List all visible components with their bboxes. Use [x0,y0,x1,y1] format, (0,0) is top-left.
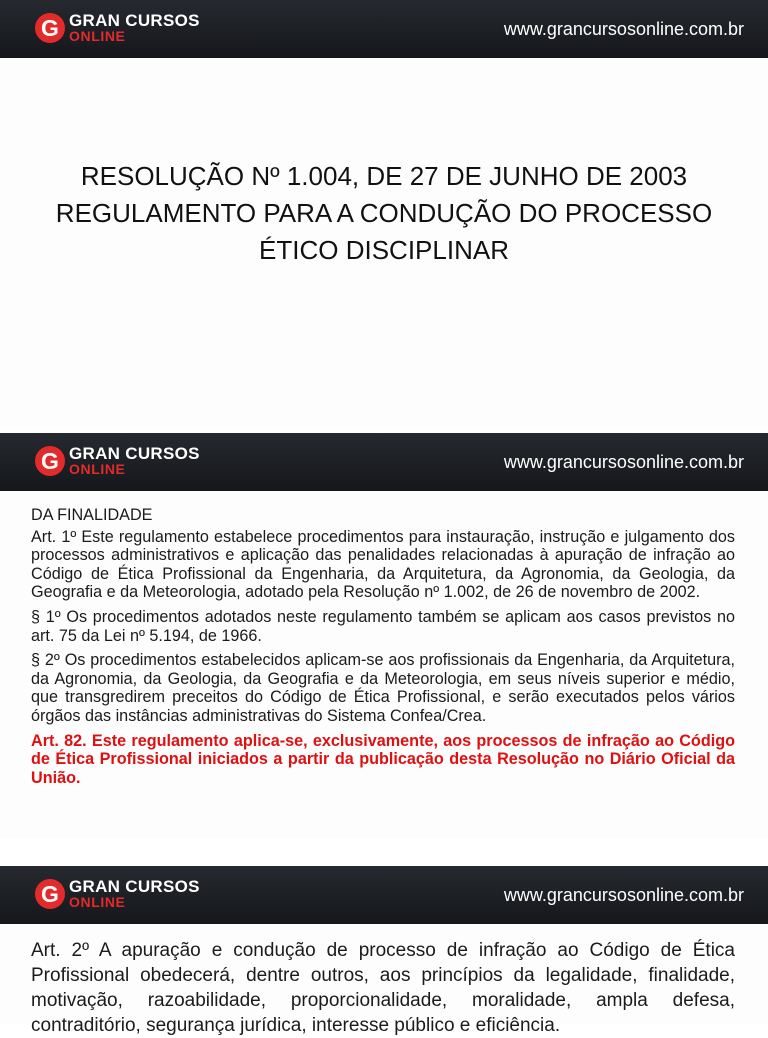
site-url: www.grancursosonline.com.br [503,885,744,905]
logo-text-bottom: ONLINE [69,894,126,910]
title-line-1: RESOLUÇÃO Nº 1.004, DE 27 DE JUNHO DE 2003 [80,161,688,191]
gran-cursos-logo [35,11,235,47]
article-82-highlight: Art. 82. Este regulamento aplica-se, exclusivamente, aos processos de infração ao Código de Ética Profissional iniciados a partir da publicação desta Resolução no Diário Oficial da União. [31,731,735,787]
slide-header [0,0,768,58]
slide-title [0,158,768,269]
slide-2 [0,433,768,838]
logo-text-top: GRAN CURSOS [69,11,200,30]
article-2: Art. 2º A apuração e condução de processo de infração ao Código de Ética Profissional obedecerá, dentre outros, aos princípios da legalidade, finalidade, motivação, razoabilidade, proporcionalidade, moralidade, ampla defesa, contraditório, segurança jurídica, interesse público e eficiência. [31,940,735,1036]
site-url: www.grancursosonline.com.br [503,452,744,472]
logo-g-icon: G [35,879,65,909]
gran-cursos-logo [35,444,235,480]
slide-header [0,866,768,924]
section-heading: DA FINALIDADE [31,506,153,524]
title-line-3: ÉTICO DISCIPLINAR [259,235,509,265]
site-url: www.grancursosonline.com.br [503,19,744,39]
logo-text-bottom: ONLINE [69,28,126,44]
title-line-2: REGULAMENTO PARA A CONDUÇÃO DO PROCESSO [55,198,713,228]
logo-g-icon: G [35,13,65,43]
paragraph-2: § 2º Os procedimentos estabelecidos aplicam-se aos profissionais da Engenharia, da Arquitetura, da Agronomia, da Geologia, da Geografia e da Meteorologia, em seus níveis superior e médio, que transgredirem preceitos do Código de Ética Profissional, e serão executados pelos vários órgãos das instâncias administrativas do Sistema Confea/Crea. [31,651,735,725]
logo-text-top: GRAN CURSOS [69,877,200,896]
gran-cursos-logo [35,877,235,913]
article-1: Art. 1º Este regulamento estabelece procedimentos para instauração, instrução e julgamento dos processos administrativos e aplicação das penalidades relacionadas à apuração de infração ao Código de Ética Profissional da Engenharia, da Arquitetura, da Agronomia, da Geologia, da Geografia e da Meteorologia, adotado pela Resolução nº 1.002, de 26 de novembro de 2002. [31,527,735,602]
logo-text-bottom: ONLINE [69,461,126,477]
slide-1 [0,0,768,428]
slide-body [31,506,735,793]
slide-body [31,938,735,1038]
slide-header [0,433,768,491]
paragraph-1: § 1º Os procedimentos adotados neste regulamento também se aplicam aos casos previstos no art. 75 da Lei nº 5.194, de 1966. [31,607,735,645]
logo-text-top: GRAN CURSOS [69,444,200,463]
logo-g-icon: G [35,446,65,476]
slide-3 [0,866,768,1036]
